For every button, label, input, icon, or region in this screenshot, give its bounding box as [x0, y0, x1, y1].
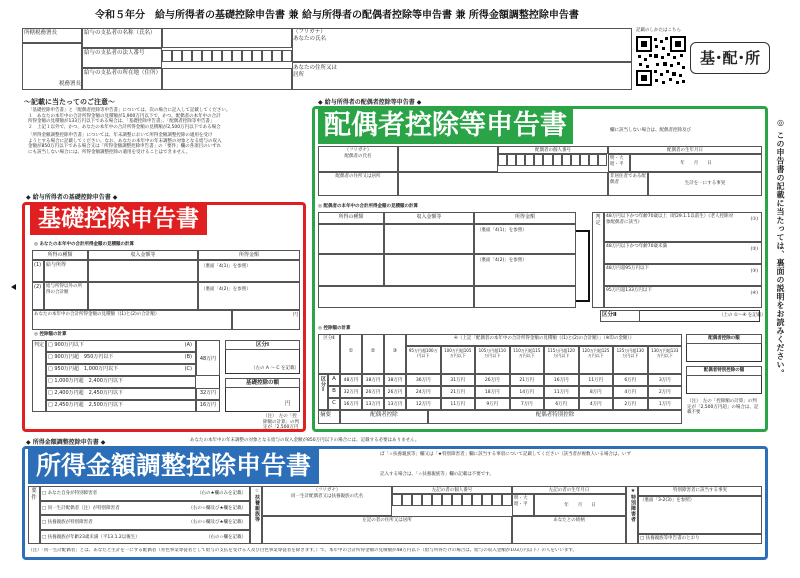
deduction-cell: 8万円 — [579, 386, 614, 398]
deduction-cell: 16万円 — [544, 374, 579, 386]
deduction-cell: 11万円 — [579, 374, 614, 386]
sub-header-cell: 115万円超120万円以下 — [544, 346, 579, 374]
deduction-cell: 13万円 — [384, 398, 406, 410]
spouse-number-label: 配偶者の個人番号 — [498, 146, 608, 154]
your-name-label: あなたの氏名 — [293, 36, 327, 42]
note-item: にも該当しない場合には、所得金額調整控除の適用を受けることはできません。 — [28, 149, 191, 155]
row-letter: B — [328, 386, 340, 398]
range-text: 2,450万円超 2,500万円以下 — [54, 402, 123, 408]
checkbox-icon[interactable]: □ — [42, 491, 48, 496]
spouse-judge-row[interactable] — [604, 264, 762, 286]
notes-list — [28, 108, 308, 155]
note-item: ようとする場合に記載してください。なお、あなたの本年中の年末調整の対象となる給与の収入 — [28, 138, 222, 144]
basic-row1-see-back: （裏面「4(1)」を参照） — [201, 264, 251, 269]
spouse-name-label: 配偶者の氏名 — [344, 153, 372, 159]
qr-code-icon[interactable] — [636, 36, 686, 86]
judge-text: 48万円超95万円以下 — [606, 266, 649, 271]
basic-col-type: 所得の種類 — [32, 250, 88, 260]
checkbox-icon[interactable]: □ — [42, 534, 48, 540]
basic-col-revenue: 収入金額等 — [88, 250, 198, 260]
dependents-label: ☆扶養親族等 — [250, 486, 262, 544]
deduction-cell: 12万円 — [406, 398, 441, 410]
spouse-row2-see-back: （裏面「4(2)」を参照） — [477, 258, 527, 263]
side-note: ◎ この申告書の記載に当たっては、裏面の説明をお読みください。 — [776, 118, 785, 378]
tax-office-suffix: 税務署長 — [58, 81, 81, 87]
special-deduction-col: 配偶者特別控除 — [428, 410, 682, 424]
basic-amount-16: 16万円 — [196, 400, 220, 412]
judge-mark: (④) — [750, 291, 758, 296]
payer-number-field[interactable] — [162, 50, 292, 62]
basic-amount-yen[interactable]: 円 — [285, 401, 291, 407]
basic-row2-num: (2) — [32, 282, 44, 310]
range-text: 900万円以下 — [54, 342, 84, 348]
spouse-furigana-label: （フリガナ） — [344, 148, 372, 153]
basic-row1-num: (1) — [32, 260, 44, 282]
spouse-era[interactable]: 明・大昭・平 — [608, 154, 630, 172]
deduction-cell: 6万円 — [544, 398, 579, 410]
remarks-label: 摘要 — [318, 410, 340, 424]
deduction-cell: 16万円 — [340, 398, 362, 410]
deduction-cell: 18万円 — [475, 386, 510, 398]
deduction-cell: 26万円 — [362, 386, 384, 398]
col-mark-3: ③ — [384, 334, 406, 374]
your-address-label: あなたの住所又は居所 — [293, 65, 338, 78]
deduction-cell: 13万円 — [362, 398, 384, 410]
spouse-col-income: 所得金額 — [474, 212, 576, 224]
connector-line — [588, 230, 590, 302]
row-letter: A — [328, 374, 340, 386]
col-mark-2: ② — [362, 334, 384, 374]
requirement-note: （右の★欄のみを記載） — [196, 491, 246, 496]
deduction-cell: 24万円 — [406, 386, 441, 398]
spouse-birth-field[interactable]: 年 月 日 — [630, 154, 762, 172]
deduction-cell: 6万円 — [613, 374, 648, 386]
deduction-cell: 1万円 — [648, 398, 683, 410]
basic-total-label: あなたの本年中の合計所得金額の見積額（(1)と(2)の合計額） — [32, 310, 232, 330]
checkbox-icon[interactable]: □ — [48, 354, 55, 360]
income-adj-footnote: （注）「同一生計配偶者」とは、あなたと生計を一にする配偶者（青色事業専従者として給与の支払を受ける人及び白色事業専従者を除きます。）で、本年中の合計所得金額の見積額が48万円以下（給与所得だけの場合は、給与の収入金額が103万円以下）の人をいいます。 — [28, 548, 577, 553]
kubun2-header: 区分Ⅱ — [318, 334, 340, 374]
your-name-field[interactable] — [292, 28, 632, 62]
spouse-nonresident-label: 非居住者である配偶者 — [608, 172, 648, 196]
income-adj-line3: 記入する場合は、「☆扶養親族等」欄の記載は不要です。 — [380, 472, 494, 477]
col-mark-4-header: ④（上記「配偶者の本年中の合計所得金額の見積額（(1)と(2)の合計額）」（※印の金額）） — [406, 334, 682, 346]
left-arrow-icon — [11, 284, 16, 290]
spouse-row1-type — [318, 224, 384, 254]
basic-range-row[interactable] — [46, 388, 196, 400]
basic-range-row[interactable] — [46, 400, 196, 412]
requirement-row[interactable] — [40, 530, 250, 545]
note-item: １ あなたの本年中の合計所得金額の見積額が1,900万円以下で、かつ、配偶者の本年中の合計 — [28, 113, 221, 119]
sub-header-cell: 125万円超130万円以下 — [613, 346, 648, 374]
disability-checkbox[interactable]: □ 扶養親族等申告書のとおり — [638, 534, 762, 544]
deduction-cell: 4万円 — [579, 398, 614, 410]
form-type-badge: 基･配･所 — [690, 42, 770, 74]
requirement-text: 同一生計配偶者（注）が特別障害者 — [47, 505, 120, 511]
basic-overlay-label: 基礎控除申告書 — [30, 203, 207, 235]
basic-range-row[interactable] — [46, 376, 196, 388]
deduction-cell: 7万円 — [510, 398, 545, 410]
dep-birth-label: 左記の者の生年月日 — [512, 486, 626, 494]
sub-header-cell: 105万円超110万円以下 — [475, 346, 510, 374]
income-adj-intro: あなたの本年中の年末調整の対象となる給与の収入金額が850万円以下の場合には、記載する必要はありません。 — [190, 438, 420, 443]
requirements-label: 要件 — [28, 486, 40, 544]
spouse-deduction-col: 配偶者控除 — [340, 410, 428, 424]
requirement-text: 扶養親族が特別障害者 — [47, 520, 93, 525]
deduction-cell: 9万円 — [475, 398, 510, 410]
note-item: 「所得金額調整控除申告書」については、年末調整において所得金額調整控除の適用を受け — [28, 133, 213, 138]
judge-text: 48万円以下かつ年齢70歳未満 — [606, 244, 667, 249]
range-letter: (B) — [184, 354, 192, 360]
special-fact-note: （裏面「3-2(3)」を参照） — [640, 498, 695, 503]
deduction-cell: 21万円 — [510, 374, 545, 386]
basic-row2-see-back: （裏面「4(2)」を参照） — [201, 287, 251, 292]
basic-row2-label: 給与所得以外の所得の合計額 — [44, 282, 88, 310]
form-title: 令和５年分 給与所得者の基礎控除申告書 兼 給与所得者の配偶者控除等申告書 兼 所得金額調整控除申告書 — [95, 10, 579, 21]
spouse-overlay-label: 配偶者控除等申告書 — [318, 108, 573, 144]
basic-estimate-title: ◎ あなたの本年中の合計所得金額の見積額の計算 — [34, 242, 134, 247]
deduction-cell: 2万円 — [648, 386, 683, 398]
spouse-judge-row[interactable] — [604, 242, 762, 264]
spouse-address-field[interactable] — [398, 172, 608, 196]
basic-amount-32: 32万円 — [196, 388, 220, 400]
basic-footnote: （注） 左の「控除額の計算」の判定が「2,500万円 — [263, 414, 299, 429]
dep-number-label: 左記の者の個人番号 — [392, 486, 512, 494]
range-letter: (A) — [184, 342, 192, 348]
spouse-living-label[interactable]: 生計を一にする事実 — [648, 172, 762, 196]
spouse-row2-type — [318, 254, 384, 286]
payer-name-label: 給与の支払者の名称（氏名） — [82, 28, 162, 48]
deduction-cell: 26万円 — [384, 386, 406, 398]
basic-amount-48: 48万円 — [196, 340, 220, 376]
checkbox-icon[interactable]: □ — [42, 505, 48, 511]
spouse-row2-revenue[interactable] — [384, 254, 474, 286]
basic-amount-label: 基礎控除の額 — [225, 378, 300, 388]
basic-row1-revenue[interactable] — [88, 260, 198, 282]
judge-text: 95万円超133万円以下 — [606, 288, 652, 293]
checkbox-icon[interactable]: □ — [48, 402, 55, 408]
spouse-deduction-title: ◎ 控除額の計算 — [318, 326, 351, 331]
sub-header-cell: 120万円超125万円以下 — [579, 346, 614, 374]
deduction-cell: 3万円 — [648, 374, 683, 386]
spouse-total-label-cell — [318, 286, 474, 308]
checkbox-icon[interactable]: □ — [42, 520, 48, 525]
kubun2-label: 区分Ⅱ — [600, 310, 640, 322]
basic-row2-revenue[interactable] — [88, 282, 198, 310]
requirement-text: あなた自身が特別障害者 — [47, 491, 98, 496]
dep-address-label[interactable]: 左記の者の住所又は居所 — [262, 516, 512, 544]
special-amount-label: 配偶者特別控除の額 — [686, 366, 762, 376]
payer-name-field[interactable] — [162, 28, 292, 48]
basic-section-title: ◆ 給与所得者の基礎控除申告書 ◆ — [26, 194, 118, 201]
special-disabled-label: ★特別障害者 — [626, 486, 638, 544]
range-text: 2,400万円超 2,450万円以下 — [54, 390, 123, 396]
dep-number-field[interactable] — [392, 494, 512, 506]
row-letter: C — [328, 398, 340, 410]
payer-address-field[interactable] — [162, 68, 292, 90]
deduction-cell: 38万円 — [384, 374, 406, 386]
requirement-row[interactable] — [40, 501, 250, 516]
kubun1-vertical-label: 区分Ⅰ — [318, 374, 328, 410]
sub-header-cell: 110万円超115万円以下 — [510, 346, 545, 374]
spouse-amount-label: 配偶者控除の額 — [686, 334, 762, 344]
deduction-cell: 36万円 — [406, 374, 441, 386]
spouse-footnote: （注） 左の「控除額の計算」の判定が「2,500万円超」の場合は、記載不要 — [687, 399, 759, 415]
income-adj-overlay-label: 所得金額調整控除申告書 — [28, 448, 319, 484]
deduction-cell: 2万円 — [613, 398, 648, 410]
basic-col-income: 所得金額 — [198, 250, 300, 260]
deduction-cell: 4万円 — [613, 386, 648, 398]
your-address-field[interactable] — [292, 62, 632, 90]
basic-range-row[interactable] — [46, 352, 196, 364]
dep-birth-field[interactable]: 年 月 日 — [534, 494, 626, 516]
dep-name-label: 同一生計配偶者又は扶養親族の氏名 — [291, 493, 363, 499]
payer-number-label: 給与の支払者の法人番号 — [82, 48, 162, 68]
requirement-text: 扶養親族が年齢23歳未満（平13.1.2以後生） — [47, 534, 140, 540]
special-fact-label: 特別障害者に該当する事実 — [638, 486, 762, 496]
spouse-judge-row[interactable] — [604, 286, 762, 308]
requirement-note: （右の☆欄及び★欄を記載） — [188, 520, 246, 525]
kubun2-note: （上の ①～④ を記載） — [719, 313, 766, 318]
qr-note: 記載のしかたはこちら — [636, 28, 681, 33]
spouse-col-type: 所得の種類 — [318, 212, 384, 224]
judge-text: 48万円以下かつ年齢70歳以上（昭29.1.1以前生）《老人控除対象配偶者に該当》 — [606, 214, 734, 225]
checkbox-icon[interactable]: □ — [48, 342, 55, 348]
dep-furigana-label: （フリガナ） — [313, 488, 341, 493]
judge-mark: (③) — [750, 269, 758, 274]
dep-relationship-label[interactable]: あなたとの続柄 — [512, 516, 626, 544]
basic-deduction-title: ◎ 控除額の計算 — [34, 332, 67, 337]
spouse-address-label: 配偶者の住所又は居所 — [318, 172, 398, 196]
spouse-judge-row[interactable] — [604, 212, 762, 242]
spouse-number-field[interactable] — [498, 154, 607, 166]
basic-range-row[interactable] — [46, 364, 196, 376]
range-text: 1,000万円超 2,400万円以下 — [54, 378, 123, 384]
judge-mark: (①) — [750, 217, 758, 222]
kubun1-label: 区分Ⅰ — [225, 340, 300, 350]
note-item: 所得金額の見積額が133万円以下である場合は、「基礎控除申告書」、「配偶者控除等申告書」 — [28, 119, 215, 124]
note-item: 「基礎控除申告書」と「配偶者控除等申告書」については、次の場合に記入して記載してください。 — [28, 108, 231, 113]
spouse-name-field[interactable] — [398, 146, 498, 172]
note-item: ２ 上記１以外で、かつ、あなたの本年中の合計所得金額の見積額が2,500万円以下である場合 — [28, 124, 221, 130]
spouse-estimate-title: ◎ 配偶者の本年中の合計所得金額の見積額の計算 — [318, 204, 418, 209]
checkbox-icon[interactable]: □ — [48, 390, 55, 396]
checkbox-icon[interactable]: □ — [48, 366, 55, 372]
range-text: 900万円超 950万円以下 — [54, 354, 114, 360]
deduction-cell: 11万円 — [544, 386, 579, 398]
requirement-row[interactable] — [40, 486, 250, 501]
checkbox-icon[interactable]: □ — [48, 378, 55, 384]
deduction-cell: 48万円 — [340, 374, 362, 386]
dep-era[interactable]: 明・大昭・平 — [512, 494, 534, 516]
deduction-cell: 38万円 — [362, 374, 384, 386]
requirement-note: （右の☆欄を記載） — [205, 534, 246, 540]
basic-range-row[interactable] — [46, 340, 196, 352]
sub-header-cell: 130万円超133万円以下 — [648, 346, 683, 374]
spouse-section-title: ◆ 給与所得者の配偶者控除等申告書 ◆ — [318, 99, 422, 106]
sub-header-cell: 95万円超100万円以下 — [406, 346, 441, 374]
income-adj-section-title: ◆ 所得金額調整控除申告書 ◆ — [26, 439, 106, 446]
notes-heading: ～記載に当たってのご注意～ — [24, 98, 115, 106]
deduction-cell: 14万円 — [510, 386, 545, 398]
furigana-label: （フリガナ） — [293, 29, 326, 35]
judge-mark: (②) — [750, 247, 758, 252]
range-letter: (C) — [184, 366, 192, 372]
basic-row1-label: 給与所得 — [44, 260, 88, 282]
tax-office-label: 所轄税務署長 — [22, 28, 82, 43]
basic-total-field[interactable]: 円 — [232, 310, 300, 330]
sub-header-cell: 100万円超105万円以下 — [441, 346, 476, 374]
note-item: 金額が850万円以下である場合又は「所得金額調整控除申告書」の「要件」欄の各項目のいずれ — [28, 144, 222, 149]
deduction-cell: 32万円 — [340, 386, 362, 398]
spouse-birth-label: 配偶者の生年月日 — [608, 146, 762, 154]
spouse-judge-label: 判定 — [592, 212, 604, 308]
spouse-row1-revenue[interactable] — [384, 224, 474, 254]
spouse-row1-see-back: （裏面「4(1)」を参照） — [477, 228, 527, 233]
col-mark-1: ① — [340, 334, 362, 374]
range-text: 950万円超 1,000万円以下 — [54, 366, 119, 372]
kubun1-note: （左の A ～ C を記載） — [251, 366, 299, 371]
requirement-row[interactable] — [40, 515, 250, 530]
deduction-cell: 21万円 — [441, 386, 476, 398]
sub-header-row — [406, 346, 682, 374]
spouse-intro: 欄に該当しない場合は、配偶者控除及び — [610, 128, 691, 133]
requirement-note: （右の☆欄及び★欄を記載） — [188, 505, 246, 511]
deduction-cell: 26万円 — [475, 374, 510, 386]
spouse-col-revenue: 収入金額等 — [384, 212, 474, 224]
income-adj-line2: ば「☆扶養親族等」欄又は「★特別障害者」欄に該当する事項について記載してください（該当者が複数人いる場合は、いず — [380, 452, 631, 457]
deduction-cell: 11万円 — [441, 398, 476, 410]
spouse-total-field[interactable] — [474, 286, 576, 308]
deduction-cell: 31万円 — [441, 374, 476, 386]
special-fact-field[interactable] — [638, 496, 762, 534]
basic-judge-label: 判定 — [32, 340, 46, 412]
payer-address-label: 給与の支払者の所在地（住所） — [82, 68, 162, 90]
